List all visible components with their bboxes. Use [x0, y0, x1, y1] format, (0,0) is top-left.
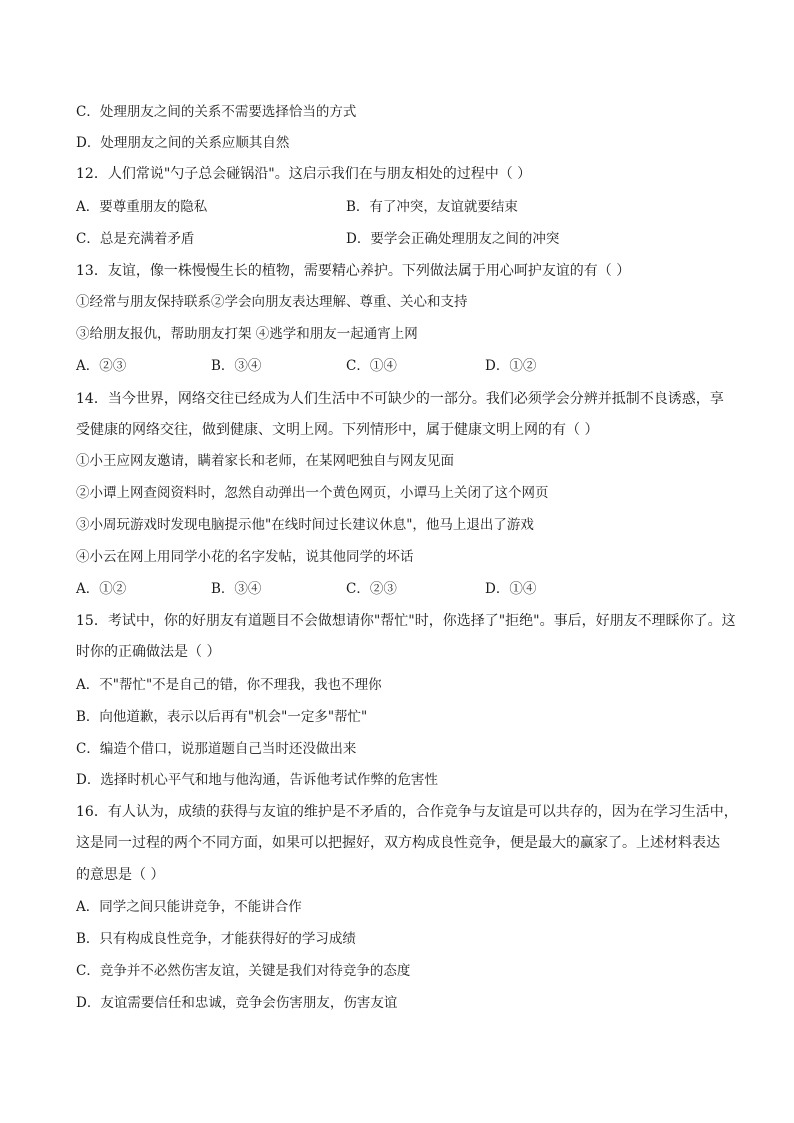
q13-options: [76, 357, 736, 375]
q14-statement-1: ①小王应网友邀请，瞒着家长和老师，在某网吧独自与网友见面: [76, 453, 454, 469]
q15-option-c: C．编造个借口，说那道题自己当时还没做出来: [76, 741, 357, 757]
q14-option-b: B．③④: [211, 581, 262, 597]
q15-option-d: D．选择时机心平气和地与他沟通，告诉他考试作弊的危害性: [76, 772, 438, 788]
q16-stem-line1: 16．有人认为，成绩的获得与友谊的维护是不矛盾的，合作竞争与友谊是可以共存的，因为在学习生活中，: [76, 804, 738, 820]
q14-options: [76, 580, 736, 598]
q12-option-b: B．有了冲突，友谊就要结束: [346, 199, 518, 215]
q12-options-row1: [76, 198, 736, 216]
q12-options-row2: [76, 230, 736, 248]
q14-statement-3: ③小周玩游戏时发现电脑提示他"在线时间过长建议休息"，他马上退出了游戏: [76, 517, 534, 533]
q15-option-a: A．不"帮忙"不是自己的错，你不理我，我也不理你: [76, 677, 382, 693]
q14-stem-line2: 受健康的网络交往，做到健康、文明上网。下列情形中，属于健康文明上网的有（ ）: [76, 422, 599, 438]
q13-option-d: D．①②: [485, 358, 537, 374]
q13-stem: 13．友谊，像一株慢慢生长的植物，需要精心养护。下列做法属于用心呵护友谊的有（ ）: [76, 263, 631, 279]
q14-statement-4: ④小云在网上用同学小花的名字发帖，说其他同学的坏话: [76, 549, 414, 565]
q14-option-c: C．②③: [346, 581, 397, 597]
q13-option-c: C．①④: [346, 358, 397, 374]
q12-option-a: A．要尊重朋友的隐私: [76, 199, 208, 215]
q13-option-a: A．②③: [76, 358, 127, 374]
q15-stem-line1: 15．考试中，你的好朋友有道题目不会做想请你"帮忙"时，你选择了"拒绝"。事后，好朋友不理睬你了。这: [76, 613, 736, 629]
q11-option-c: C．处理朋友之间的关系不需要选择恰当的方式: [76, 104, 357, 120]
q14-statement-2: ②小谭上网查阅资料时，忽然自动弹出一个黄色网页，小谭马上关闭了这个网页: [76, 485, 549, 501]
q16-option-c: C．竞争并不必然伤害友谊，关键是我们对待竞争的态度: [76, 963, 411, 979]
q14-stem-line1: 14．当今世界，网络交往已经成为人们生活中不可缺少的一部分。我们必须学会分辨并抵制不良诱惑，享: [76, 391, 724, 407]
q13-statement-2: ③给朋友报仇，帮助朋友打架 ④逃学和朋友一起通宵上网: [76, 326, 418, 342]
q12-stem: 12．人们常说"勺子总会碰锅沿"。这启示我们在与朋友相处的过程中（ ）: [76, 166, 532, 182]
q14-option-a: A．①②: [76, 581, 127, 597]
q12-option-d: D．要学会正确处理朋友之间的冲突: [346, 231, 560, 247]
q14-option-d: D．①④: [485, 581, 537, 597]
q11-option-d: D．处理朋友之间的关系应顺其自然: [76, 135, 290, 151]
q16-option-b: B．只有构成良性竞争，才能获得好的学习成绩: [76, 931, 356, 947]
q15-option-b: B．向他道歉，表示以后再有"机会"一定多"帮忙": [76, 709, 368, 725]
q13-option-b: B．③④: [211, 358, 262, 374]
q16-option-d: D．友谊需要信任和忠诚，竞争会伤害朋友，伤害友谊: [76, 995, 398, 1011]
q12-option-c: C．总是充满着矛盾: [76, 231, 195, 247]
q15-stem-line2: 时你的正确做法是（ ）: [76, 644, 221, 660]
q16-stem-line2: 这是同一过程的两个不同方面，如果可以把握好，双方构成良性竞争，便是最大的赢家了。上述材料表达: [76, 835, 720, 851]
q16-stem-line3: 的意思是（ ）: [76, 867, 165, 883]
q13-statement-1: ①经常与朋友保持联系②学会向朋友表达理解、尊重、关心和支持: [76, 294, 468, 310]
q16-option-a: A．同学之间只能讲竞争，不能讲合作: [76, 899, 302, 915]
